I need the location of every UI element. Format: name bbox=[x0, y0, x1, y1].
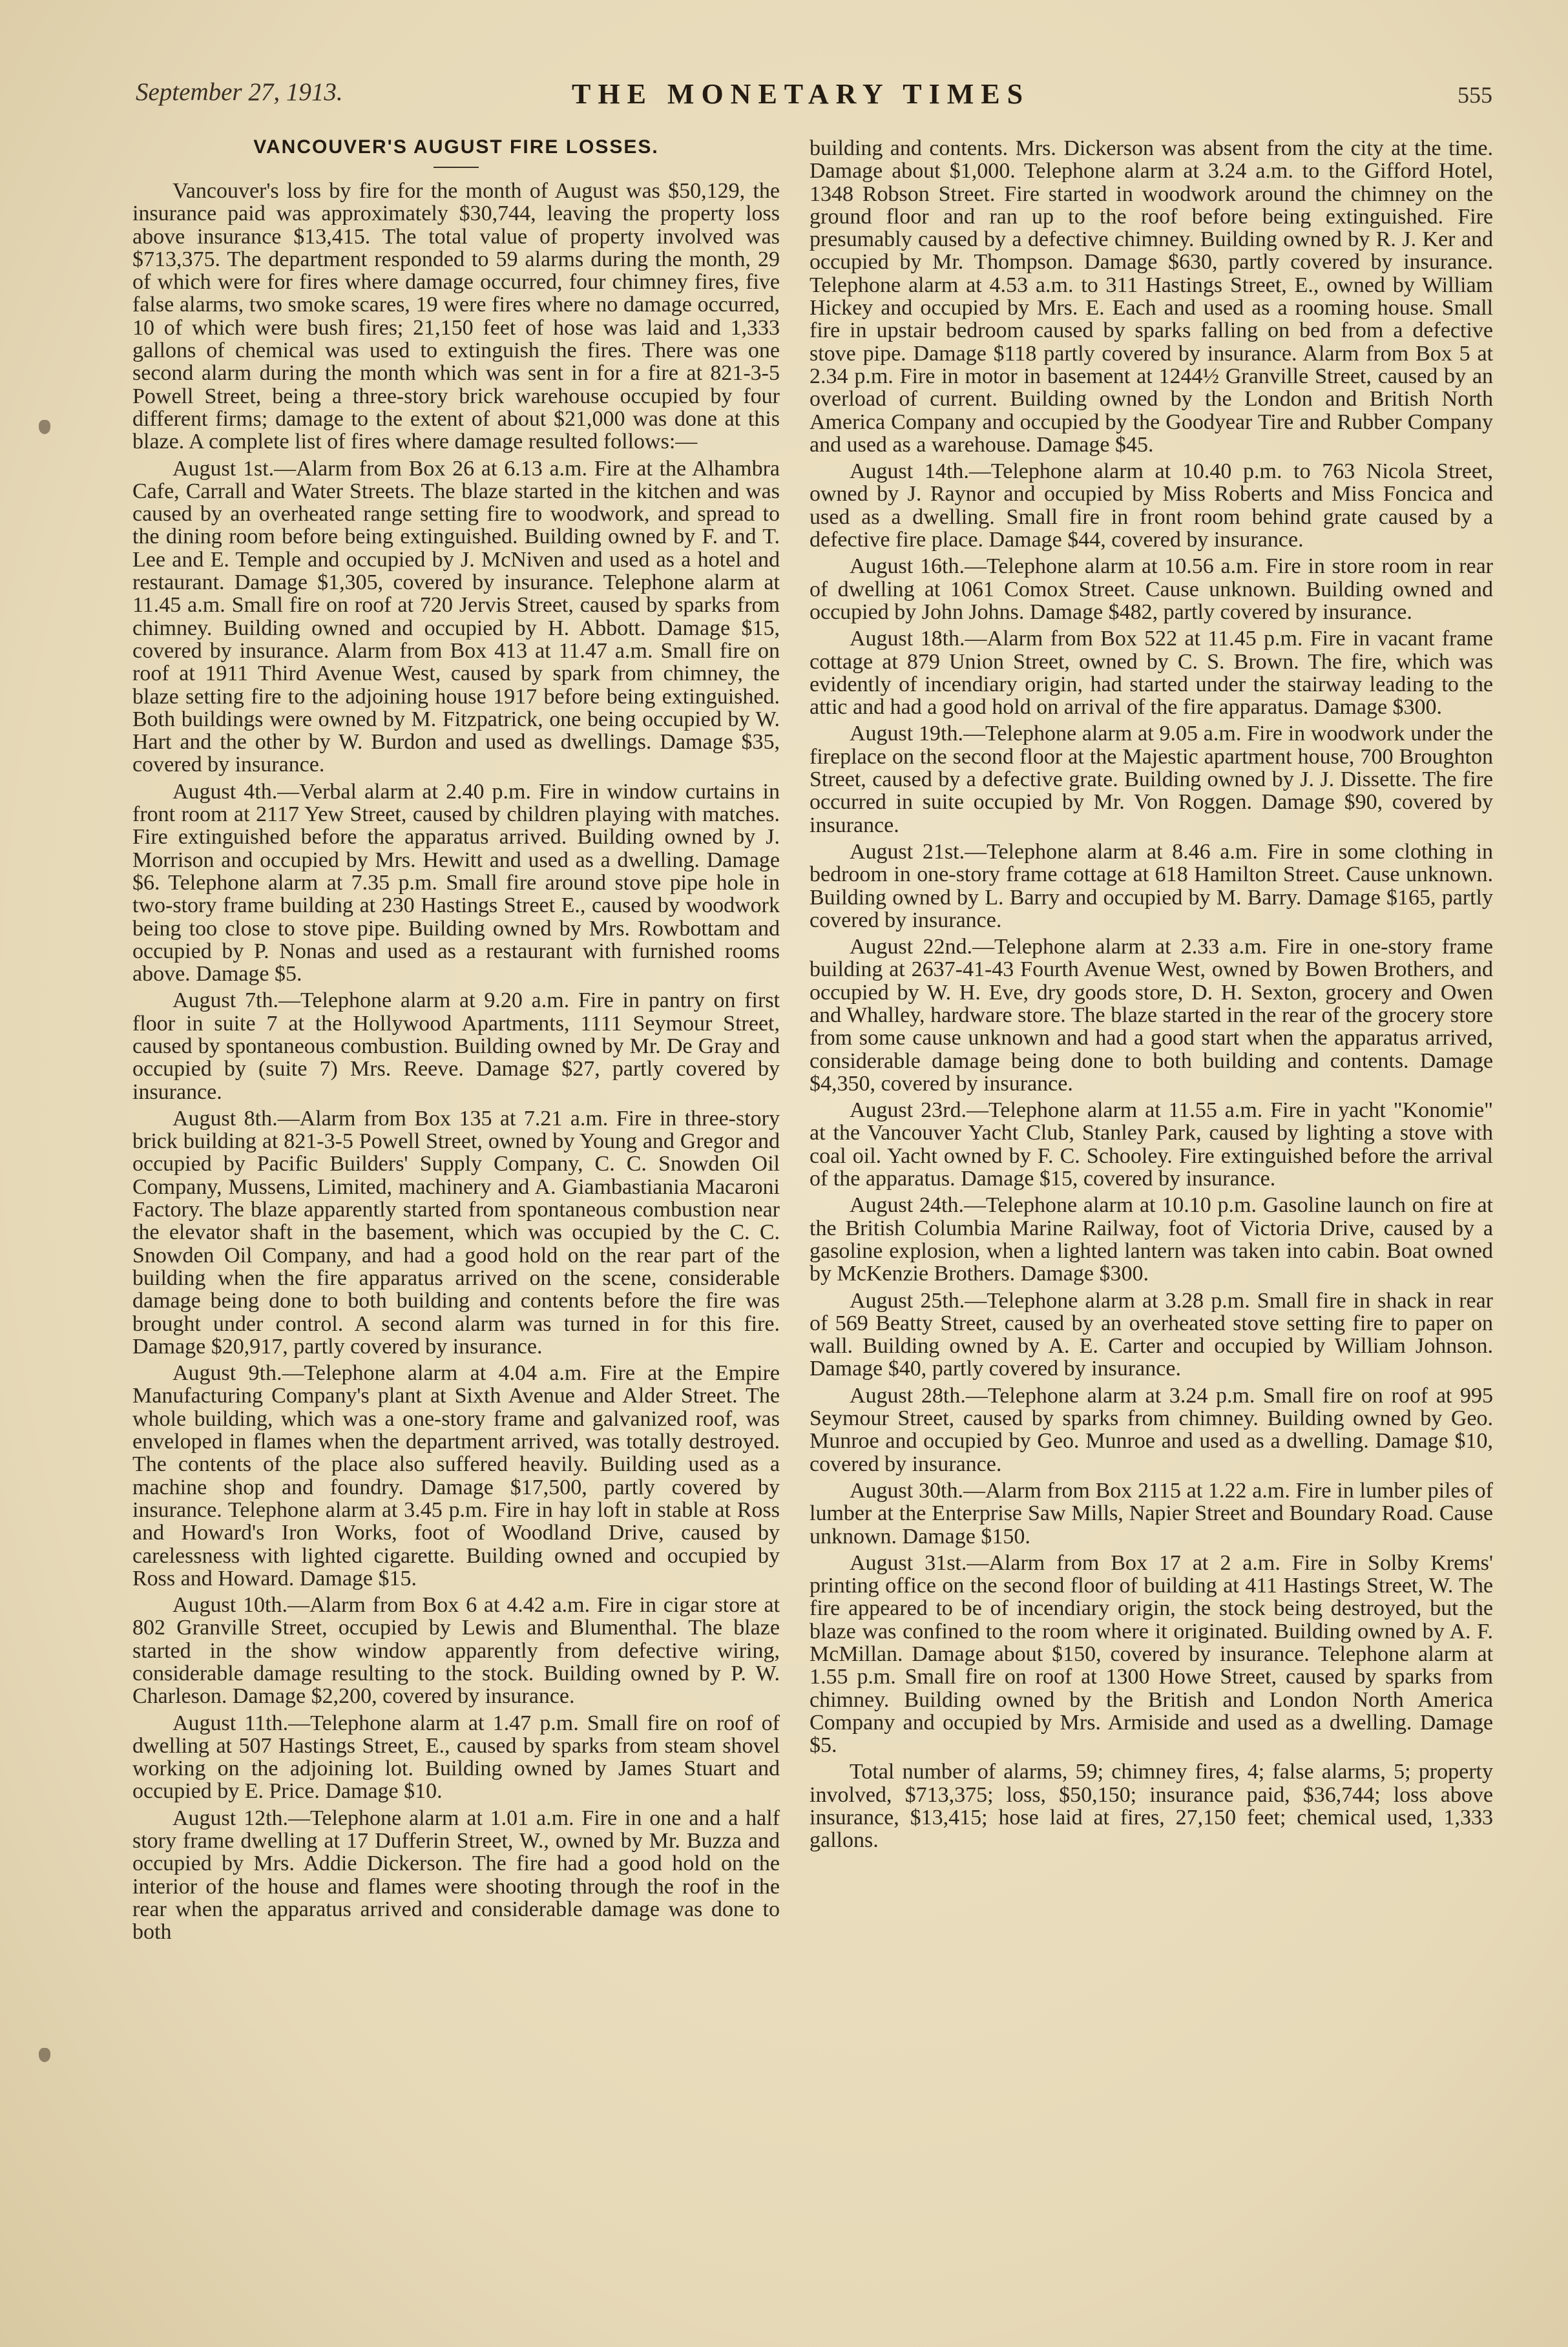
article-paragraph: August 1st.—Alarm from Box 26 at 6.13 a.m. Fire at the Alhambra Cafe, Carrall and Water Streets. The blaze started in the kitchen and was caused by an overheated range setting fire to woodwork, and spread to the dining room before being extinguished. Building owned by F. and T. Lee and E. Temple and occupied by J. McNiven and used as a hotel and restaurant. Damage $1,305, covered by insurance. Telephone alarm at 11.45 a.m. Small fire on roof at 720 Jervis Street, caused by sparks from chimney. Building owned and occupied by H. Abbott. Damage $15, covered by insurance. Alarm from Box 413 at 11.47 a.m. Small fire on roof at 1911 Third Avenue West, caused by spark from chimney, the blaze setting fire to the adjoining house 1917 before being extinguished. Both buildings were owned by M. Fitzpatrick, one being occupied by W. Hart and the other by W. Burdon and used as dwellings. Damage $35, covered by insurance. bbox=[132, 456, 780, 777]
article-paragraph: August 22nd.—Telephone alarm at 2.33 a.m. Fire in one-story frame building at 2637-41-43 Fourth Avenue West, owned by Bowen Brothers, and occupied by W. H. Eve, dry goods store, D. H. Sexton, grocery and Owen and Whalley, hardware store. The blaze started in the rear of the grocery store from some cause unknown and had a good start when the apparatus arrived, considerable damage being done to both building and contents. Damage $4,350, covered by insurance. bbox=[810, 935, 1493, 1096]
title-rule bbox=[434, 167, 479, 168]
article-paragraph: August 25th.—Telephone alarm at 3.28 p.m. Small fire in shack in rear of 569 Beatty Street, caused by an overheated stove setting fire to paper on wall. Building owned by A. E. Carter and occupied by William Johnson. Damage $40, partly covered by insurance. bbox=[810, 1288, 1493, 1381]
article-paragraph: August 30th.—Alarm from Box 2115 at 1.22 a.m. Fire in lumber piles of lumber at the Enterprise Saw Mills, Napier Street and Boundary Road. Cause unknown. Damage $150. bbox=[810, 1478, 1493, 1549]
page-number: 555 bbox=[1458, 82, 1492, 108]
article-paragraph: August 7th.—Telephone alarm at 9.20 a.m. Fire in pantry on first floor in suite 7 at the Hollywood Apartments, 1111 Seymour Street, caused by spontaneous combustion. Building owned by Mr. De Gray and occupied by (suite 7) Mrs. Reeve. Damage $27, partly covered by insurance. bbox=[132, 988, 780, 1104]
article-paragraph: August 18th.—Alarm from Box 522 at 11.45 p.m. Fire in vacant frame cottage at 879 Union Street, owned by C. S. Brown. The fire, which was evidently of incendiary origin, had started under the stairway leading to the attic and had a good hold on arrival of the fire apparatus. Damage $300. bbox=[810, 627, 1493, 720]
article-paragraph: August 8th.—Alarm from Box 135 at 7.21 a.m. Fire in three-story brick building at 821-3-5 Powell Street, owned by Young and Gregor and occupied by Pacific Builders' Supply Company, C. C. Snowden Oil Company, Mussens, Limited, machinery and A. Giambastiania Macaroni Factory. The blaze apparently started from spontaneous combustion near the elevator shaft in the basement, which was occupied by the C. C. Snowden Oil Company, and had a good hold on the rear part of the building when the fire apparatus arrived on the scene, considerable damage being done to both building and contents before the fire was brought under control. A second alarm was turned in for this fire. Damage $20,917, partly covered by insurance. bbox=[132, 1106, 780, 1359]
issue-date: September 27, 1913. bbox=[136, 78, 343, 106]
left-column bbox=[132, 136, 780, 1948]
article-paragraph: Vancouver's loss by fire for the month of August was $50,129, the insurance paid was approximately $30,744, leaving the property loss above insurance $13,415. The total value of property involved was $713,375. The department responded to 59 alarms during the month, 29 of which were for fires where damage occurred, four chimney fires, five false alarms, two smoke scares, 19 were fires where no damage occurred, 10 of which were bush fires; 21,150 feet of hose was laid and 1,333 gallons of chemical was used to extinguish the fires. There was one second alarm during the month which was sent in for a fire at 821-3-5 Powell Street, being a three-story brick warehouse occupied by four different firms; damage to the extent of about $21,000 was done at this blaze. A complete list of fires where damage resulted follows:— bbox=[132, 179, 780, 454]
article-paragraph: August 31st.—Alarm from Box 17 at 2 a.m. Fire in Solby Krems' printing office on the second floor of building at 411 Hastings Street, W. The fire appeared to be of incendiary origin, the stock being destroyed, but the blaze was confined to the room where it originated. Building owned by A. F. McMillan. Damage about $150, covered by insurance. Telephone alarm at 1.55 p.m. Small fire on roof at 1300 Howe Street, caused by sparks from chimney. Building owned by the British and London North America Company and occupied by Mrs. Armiside and used as a dwelling. Damage $5. bbox=[810, 1550, 1493, 1758]
page-header bbox=[136, 78, 1492, 129]
article-paragraph: August 11th.—Telephone alarm at 1.47 p.m. Small fire on roof of dwelling at 507 Hastings Street, E., caused by sparks from steam shovel working on the adjoining lot. Building owned by James Stuart and occupied by E. Price. Damage $10. bbox=[132, 1711, 780, 1804]
article-paragraph: August 19th.—Telephone alarm at 9.05 a.m. Fire in woodwork under the fireplace on the second floor at the Majestic apartment house, 700 Broughton Street, caused by a defective grate. Building owned by J. J. Dissette. The fire occurred in suite occupied by Mr. Von Roggen. Damage $90, covered by insurance. bbox=[810, 722, 1493, 837]
article-paragraph: August 14th.—Telephone alarm at 10.40 p.m. to 763 Nicola Street, owned by J. Raynor and occupied by Miss Roberts and Miss Foncica and used as a dwelling. Small fire in front room behind grate caused by a defective fire place. Damage $44, covered by insurance. bbox=[810, 459, 1493, 552]
publication-title: THE MONETARY TIMES bbox=[572, 78, 1030, 110]
article-paragraph: August 21st.—Telephone alarm at 8.46 a.m. Fire in some clothing in bedroom in one-story frame cottage at 618 Hamilton Street. Cause unknown. Building owned by L. Barry and occupied by M. Barry. Damage $165, partly covered by insurance. bbox=[810, 839, 1493, 932]
article-paragraph: August 28th.—Telephone alarm at 3.24 p.m. Small fire on roof at 995 Seymour Street, caused by sparks from chimney. Building owned by Geo. Munroe and occupied by Geo. Munroe and used as a dwelling. Damage $10, covered by insurance. bbox=[810, 1383, 1493, 1476]
article-paragraph: August 4th.—Verbal alarm at 2.40 p.m. Fire in window curtains in front room at 2117 Yew Street, caused by children playing with matches. Fire extinguished before the apparatus arrived. Building owned by J. Morrison and occupied by Mrs. Hewitt and used as a dwelling. Damage $6. Telephone alarm at 7.35 p.m. Small fire around stove pipe hole in two-story frame building at 230 Hastings Street E., caused by woodwork being too close to stove pipe. Building owned by Mrs. Rowbottam and occupied by P. Nonas and used as a restaurant with furnished rooms above. Damage $5. bbox=[132, 779, 780, 986]
article-paragraph-continued: building and contents. Mrs. Dickerson was absent from the city at the time. Damage about $1,000. Telephone alarm at 3.24 a.m. to the Gifford Hotel, 1348 Robson Street. Fire started in woodwork around the chimney on the ground floor and ran up to the roof before being extinguished. Fire presumably caused by a defective chimney. Building owned by R. J. Ker and occupied by Mr. Thompson. Damage $630, partly covered by insurance. Telephone alarm at 4.53 a.m. to 311 Hastings Street, E., owned by William Hickey and occupied by Mrs. E. Each and used as a rooming house. Small fire in upstair bedroom caused by sparks falling on bed from a defective stove pipe. Damage $118 partly covered by insurance. Alarm from Box 5 at 2.34 p.m. Fire in motor in basement at 1244½ Granville Street, caused by an overload of current. Building owned by the London and British North America Company and occupied by the Goodyear Tire and Rubber Company and used as a warehouse. Damage $45. bbox=[810, 136, 1493, 457]
right-column bbox=[810, 137, 1493, 1856]
article-paragraph: August 9th.—Telephone alarm at 4.04 a.m. Fire at the Empire Manufacturing Company's plant at Sixth Avenue and Alder Street. The whole building, which was a one-story frame and galvanized roof, was enveloped in flames when the department arrived, was totally destroyed. The contents of the place also suffered heavily. Building used as a machine shop and foundry. Damage $17,500, partly covered by insurance. Telephone alarm at 3.45 p.m. Fire in hay loft in stable at Ross and Howard's Iron Works, foot of Woodland Drive, caused by carelessness with lighted cigarette. Building owned and occupied by Ross and Howard. Damage $15. bbox=[132, 1361, 780, 1591]
binding-hole-mark bbox=[39, 420, 50, 434]
article-paragraph: August 16th.—Telephone alarm at 10.56 a.m. Fire in store room in rear of dwelling at 1061 Comox Street. Cause unknown. Building owned and occupied by John Johns. Damage $482, partly covered by insurance. bbox=[810, 554, 1493, 624]
summary-paragraph: Total number of alarms, 59; chimney fires, 4; false alarms, 5; property involved, $713,375; loss, $50,150; insurance paid, $36,744; loss above insurance, $13,415; hose laid at fires, 27,150 feet; chemical used, 1,333 gallons. bbox=[810, 1760, 1493, 1853]
article-paragraph: August 12th.—Telephone alarm at 1.01 a.m. Fire in one and a half story frame dwelling at 17 Dufferin Street, W., owned by Mr. Buzza and occupied by Mrs. Addie Dickerson. The fire had a good hold on the interior of the house and flames were shooting through the roof in the rear when the apparatus arrived and considerable damage was done to both bbox=[132, 1806, 780, 1945]
binding-hole-mark bbox=[39, 2048, 50, 2062]
article-paragraph: August 10th.—Alarm from Box 6 at 4.42 a.m. Fire in cigar store at 802 Granville Street, occupied by Lewis and Blumenthal. The blaze started in the show window apparently from defective wiring, considerable damage resulting to the stock. Building owned by P. W. Charleson. Damage $2,200, covered by insurance. bbox=[132, 1593, 780, 1709]
article-paragraph: August 23rd.—Telephone alarm at 11.55 a.m. Fire in yacht "Konomie" at the Vancouver Yacht Club, Stanley Park, caused by lighting a stove with coal oil. Yacht owned by F. C. Schooley. Fire extinguished before the arrival of the apparatus. Damage $15, covered by insurance. bbox=[810, 1098, 1493, 1191]
article-paragraph: August 24th.—Telephone alarm at 10.10 p.m. Gasoline launch on fire at the British Columbia Marine Railway, foot of Victoria Drive, caused by a gasoline explosion, when a lighted lantern was taken into cabin. Boat owned by McKenzie Brothers. Damage $300. bbox=[810, 1193, 1493, 1286]
article-title: VANCOUVER'S AUGUST FIRE LOSSES. bbox=[253, 136, 659, 158]
